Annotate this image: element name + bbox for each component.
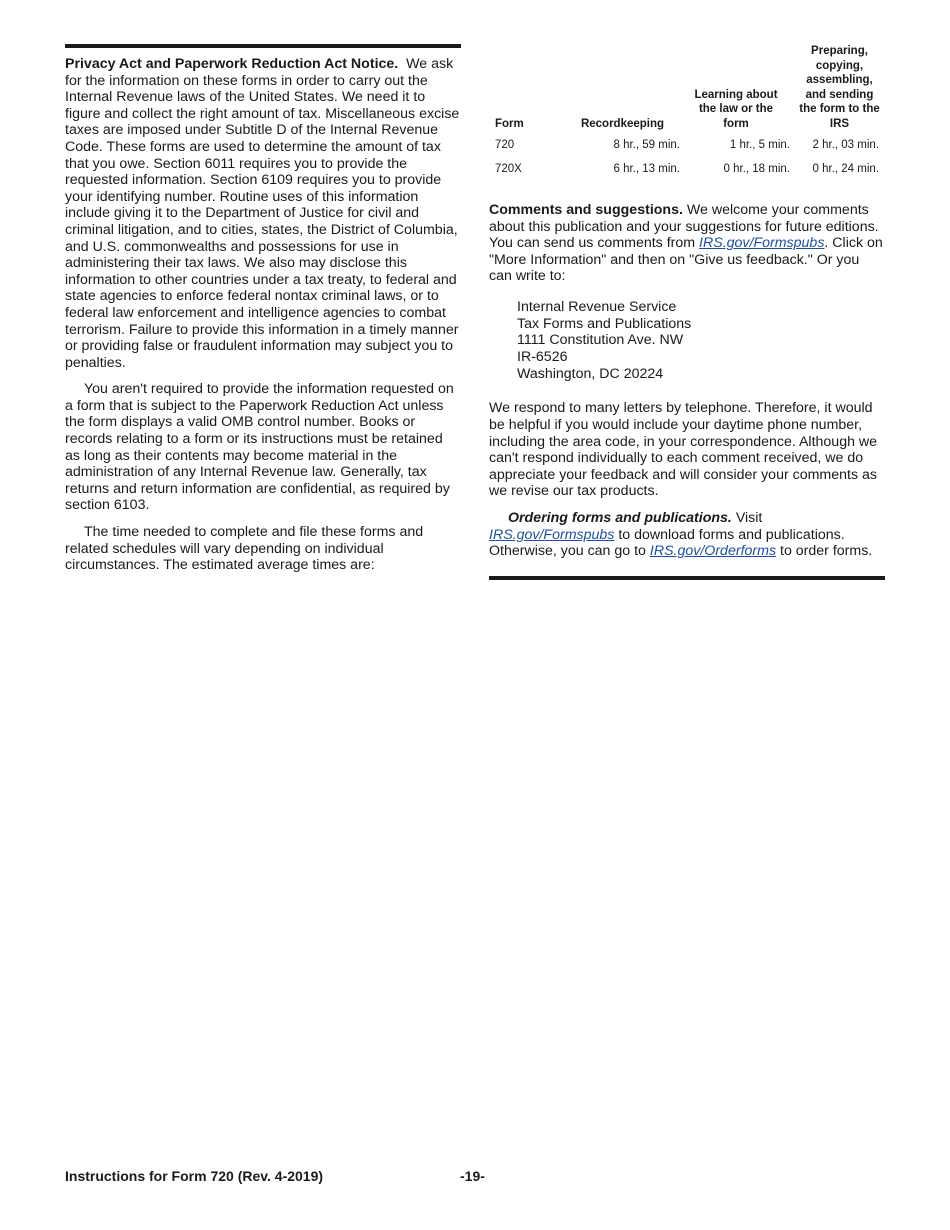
address-line: Internal Revenue Service <box>517 298 677 315</box>
paperwork-paragraph: You aren't required to provide the information requested on a form that is subject to the Paperwork Reduction Act unless the form displays a valid OMB control number. Books or records relating to a form or its instructions must be retained as long as their contents may become material in the administration of any Internal Revenue law. Generally, tax returns and return information are confidential, as required by section 6103. <box>65 381 454 514</box>
formspubs-link-2[interactable]: IRS.gov/Formspubs <box>489 526 615 543</box>
ordering-text-post: to order forms. <box>780 543 873 560</box>
header-form: Form <box>495 117 524 130</box>
table-row <box>489 133 885 157</box>
comments-heading: Comments and suggestions. <box>489 202 683 218</box>
cell-form: 720 <box>495 139 515 151</box>
formspubs-link[interactable]: IRS.gov/Formspubs <box>699 235 825 252</box>
privacy-heading: Privacy Act and Paperwork Reduction Act Notice. <box>65 56 399 72</box>
table-header-row <box>489 44 885 133</box>
footer-page-number: -19- <box>460 1168 485 1184</box>
ordering-paragraph <box>489 510 885 560</box>
header-learning: Learning about the law or the form <box>694 88 778 130</box>
bottom-rule <box>489 576 885 580</box>
ordering-heading: Ordering forms and publications. <box>508 510 732 527</box>
privacy-body: We ask for the information on these forms in order to carry out the Internal Revenue laws of the United States. We need it to figure and collect the right amount of tax. Miscellaneous excise taxes are imposed under Subtitle D of the Internal Revenue Code. These forms are used to determine the amount of tax that you owe. Section 6011 requires you to provide the requested information. Section 6109 requires you to provide your identifying number. Routine uses of this information include giving it to the Department of Justice for civil and criminal litigation, and to cities, states, the District of Columbia, and U.S. commonwealths and possessions for use in administering their tax laws. We also may disclose this information to other countries under a tax treaty, to federal and state agencies to enforce federal nontax criminal laws, or to federal law enforcement and intelligence agencies to combat terrorism. Failure to provide this information in a timely manner or providing false or fraudulent information may subject you to penalties. <box>65 56 460 371</box>
time-estimate-paragraph: The time needed to complete and file these forms and related schedules will vary depending on individual circumstances. The estimated average times are: <box>65 524 424 574</box>
cell-preparing: 2 hr., 03 min. <box>812 139 879 151</box>
respond-paragraph: We respond to many letters by telephone. Therefore, it would be helpful if you would include your daytime phone number, including the area code, in your correspondence. Although we can't respond individually to each comment received, we do appreciate your feedback and will consider your comments as we revise our tax products. <box>489 400 878 500</box>
table-row <box>489 157 885 181</box>
comments-text: We welcome your comments about this publication and your suggestions for future editions. You can send us comments from <box>489 202 879 252</box>
cell-recordkeeping: 8 hr., 59 min. <box>613 139 680 151</box>
ordering-text-mid: to download forms and publications. Otherwise, you can go to <box>489 526 845 560</box>
time-estimates-table <box>489 44 885 180</box>
right-column <box>489 44 885 580</box>
cell-learning: 1 hr., 5 min. <box>729 139 790 151</box>
left-column <box>65 44 461 574</box>
cell-preparing: 0 hr., 24 min. <box>812 162 879 175</box>
cell-form: 720X <box>495 162 522 175</box>
address-line: 1111 Constitution Ave. NW <box>517 332 684 349</box>
header-recordkeeping: Recordkeeping <box>580 117 665 130</box>
address-line: Tax Forms and Publications <box>517 315 692 332</box>
mailing-address <box>489 299 885 383</box>
footer-form-title: Instructions for Form 720 (Rev. 4-2019) <box>65 1168 324 1184</box>
ordering-text: Visit <box>735 510 763 527</box>
address-line: Washington, DC 20224 <box>517 365 664 382</box>
orderforms-link[interactable]: IRS.gov/Orderforms <box>649 543 777 560</box>
comments-text-after: . Click on "More Information" and then on "Give us feedback." Or you can write to: <box>489 235 883 285</box>
privacy-paragraph <box>65 56 461 371</box>
header-preparing: Preparing, copying, assembling, and sending the form to the IRS <box>799 45 880 130</box>
comments-paragraph <box>489 202 885 285</box>
cell-recordkeeping: 6 hr., 13 min. <box>613 162 680 175</box>
cell-learning: 0 hr., 18 min. <box>723 162 790 175</box>
address-line: IR-6526 <box>517 349 568 366</box>
